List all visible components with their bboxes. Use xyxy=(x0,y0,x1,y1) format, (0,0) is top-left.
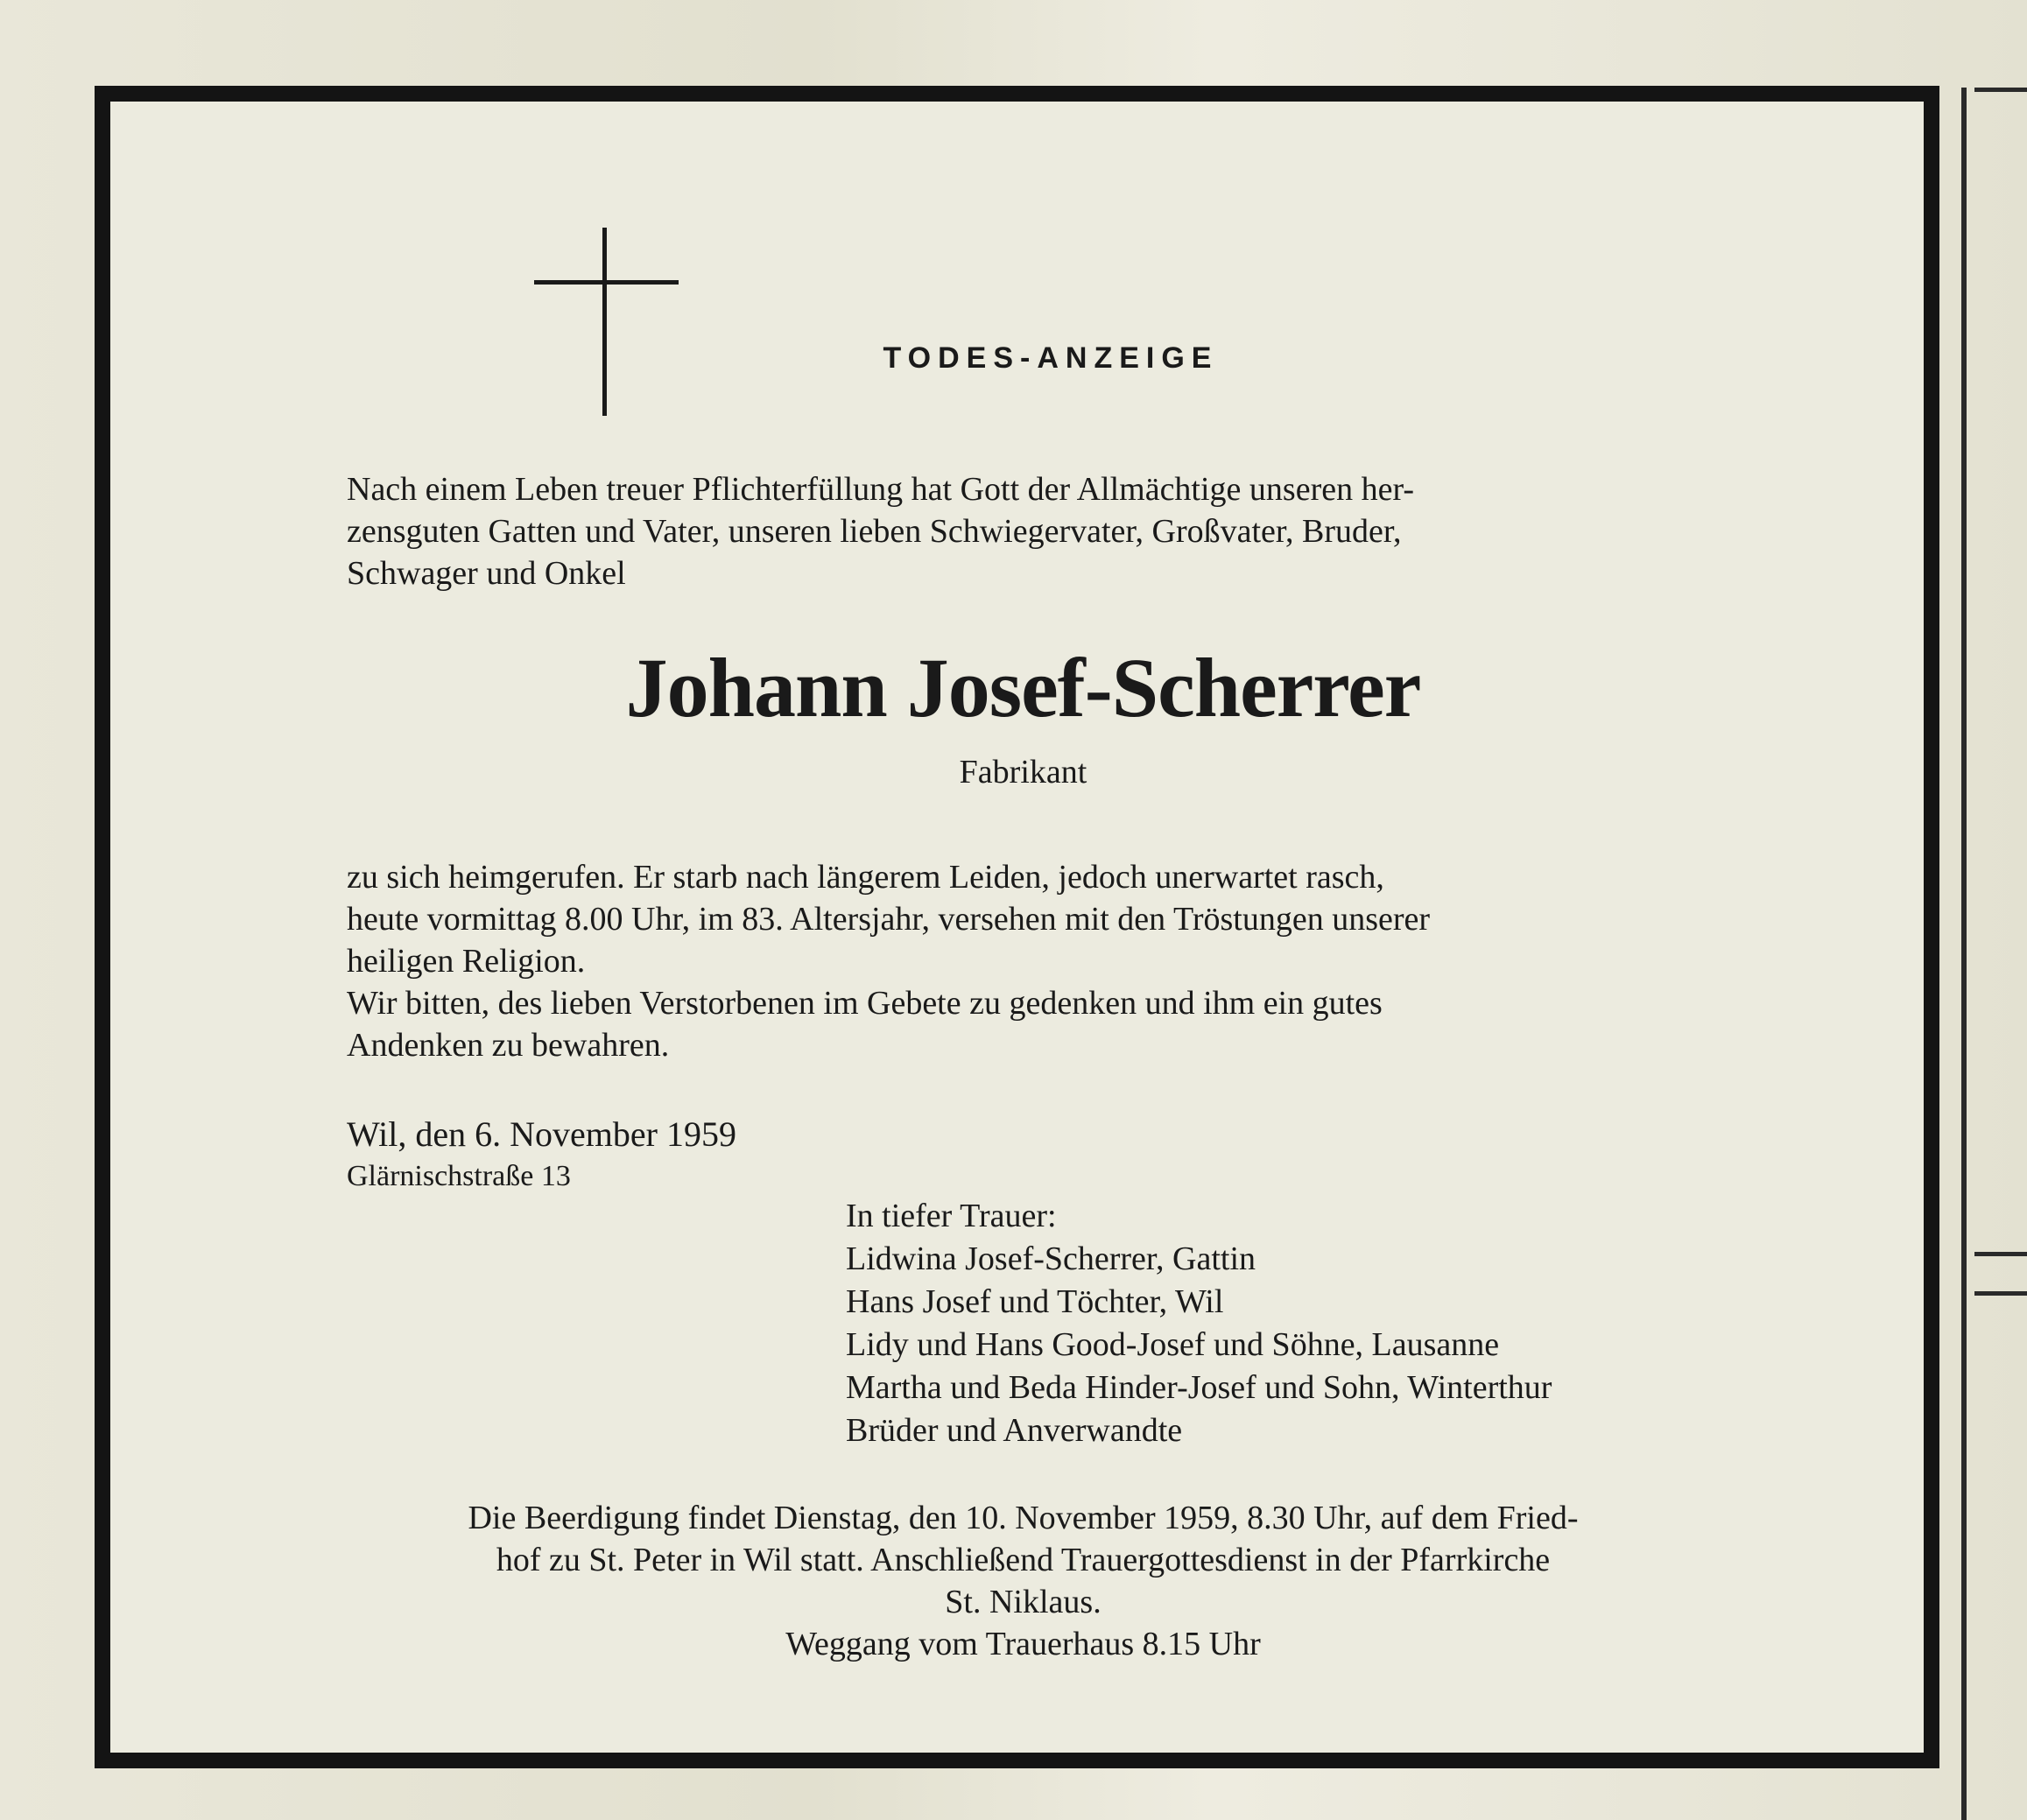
column-rule xyxy=(1974,1252,2027,1256)
cross-horizontal-bar xyxy=(534,280,679,285)
intro-line: Schwager und Onkel xyxy=(347,555,626,592)
address: Glärnischstraße 13 xyxy=(347,1160,571,1192)
funeral-line: hof zu St. Peter in Wil statt. Anschließend Trauergottesdienst in der Pfarrkirche xyxy=(496,1542,1551,1578)
body-line: Wir bitten, des lieben Verstorbenen im Gebete zu gedenken und ihm ein gutes xyxy=(347,985,1383,1022)
column-rule xyxy=(1974,1291,2027,1296)
cross-vertical-bar xyxy=(602,228,607,416)
cross-icon xyxy=(534,228,679,416)
body-line: zu sich heimgerufen. Er starb nach längerem Leiden, jedoch unerwartet rasch, xyxy=(347,859,1384,896)
mourners-list xyxy=(846,1195,1552,1452)
funeral-line: Weggang vom Trauerhaus 8.15 Uhr xyxy=(785,1626,1261,1662)
body-line: heiligen Religion. xyxy=(347,943,586,980)
mourner-entry: Martha und Beda Hinder-Josef und Sohn, Winterthur xyxy=(846,1369,1552,1406)
funeral-line: St. Niklaus. xyxy=(945,1584,1101,1620)
mourner-entry: Hans Josef und Töchter, Wil xyxy=(846,1283,1224,1320)
notice-heading: TODES-ANZEIGE xyxy=(883,341,1219,375)
deceased-occupation: Fabrikant xyxy=(959,754,1087,791)
body-line: heute vormittag 8.00 Uhr, im 83. Altersjahr, versehen mit den Tröstungen unserer xyxy=(347,901,1431,938)
body-line: Andenken zu bewahren. xyxy=(347,1027,670,1064)
intro-line: zensguten Gatten und Vater, unseren lieben Schwiegervater, Großvater, Bruder, xyxy=(347,513,1402,550)
mourner-entry: Lidwina Josef-Scherrer, Gattin xyxy=(846,1240,1256,1277)
body-paragraph xyxy=(347,856,1700,1066)
mourners-heading: In tiefer Trauer: xyxy=(846,1198,1057,1234)
funeral-details xyxy=(347,1497,1700,1665)
intro-paragraph xyxy=(347,468,1700,594)
column-rule xyxy=(1974,88,2027,92)
deceased-name: Johann Josef-Scherrer xyxy=(625,641,1421,734)
column-rule xyxy=(1961,88,1967,1820)
funeral-line: Die Beerdigung findet Dienstag, den 10. November 1959, 8.30 Uhr, auf dem Fried- xyxy=(468,1500,1579,1536)
mourner-entry: Lidy und Hans Good-Josef und Söhne, Lausanne xyxy=(846,1326,1500,1363)
mourner-entry: Brüder und Anverwandte xyxy=(846,1412,1183,1449)
place-date: Wil, den 6. November 1959 xyxy=(347,1114,736,1154)
intro-line: Nach einem Leben treuer Pflichterfüllung hat Gott der Allmächtige unseren her- xyxy=(347,471,1415,508)
